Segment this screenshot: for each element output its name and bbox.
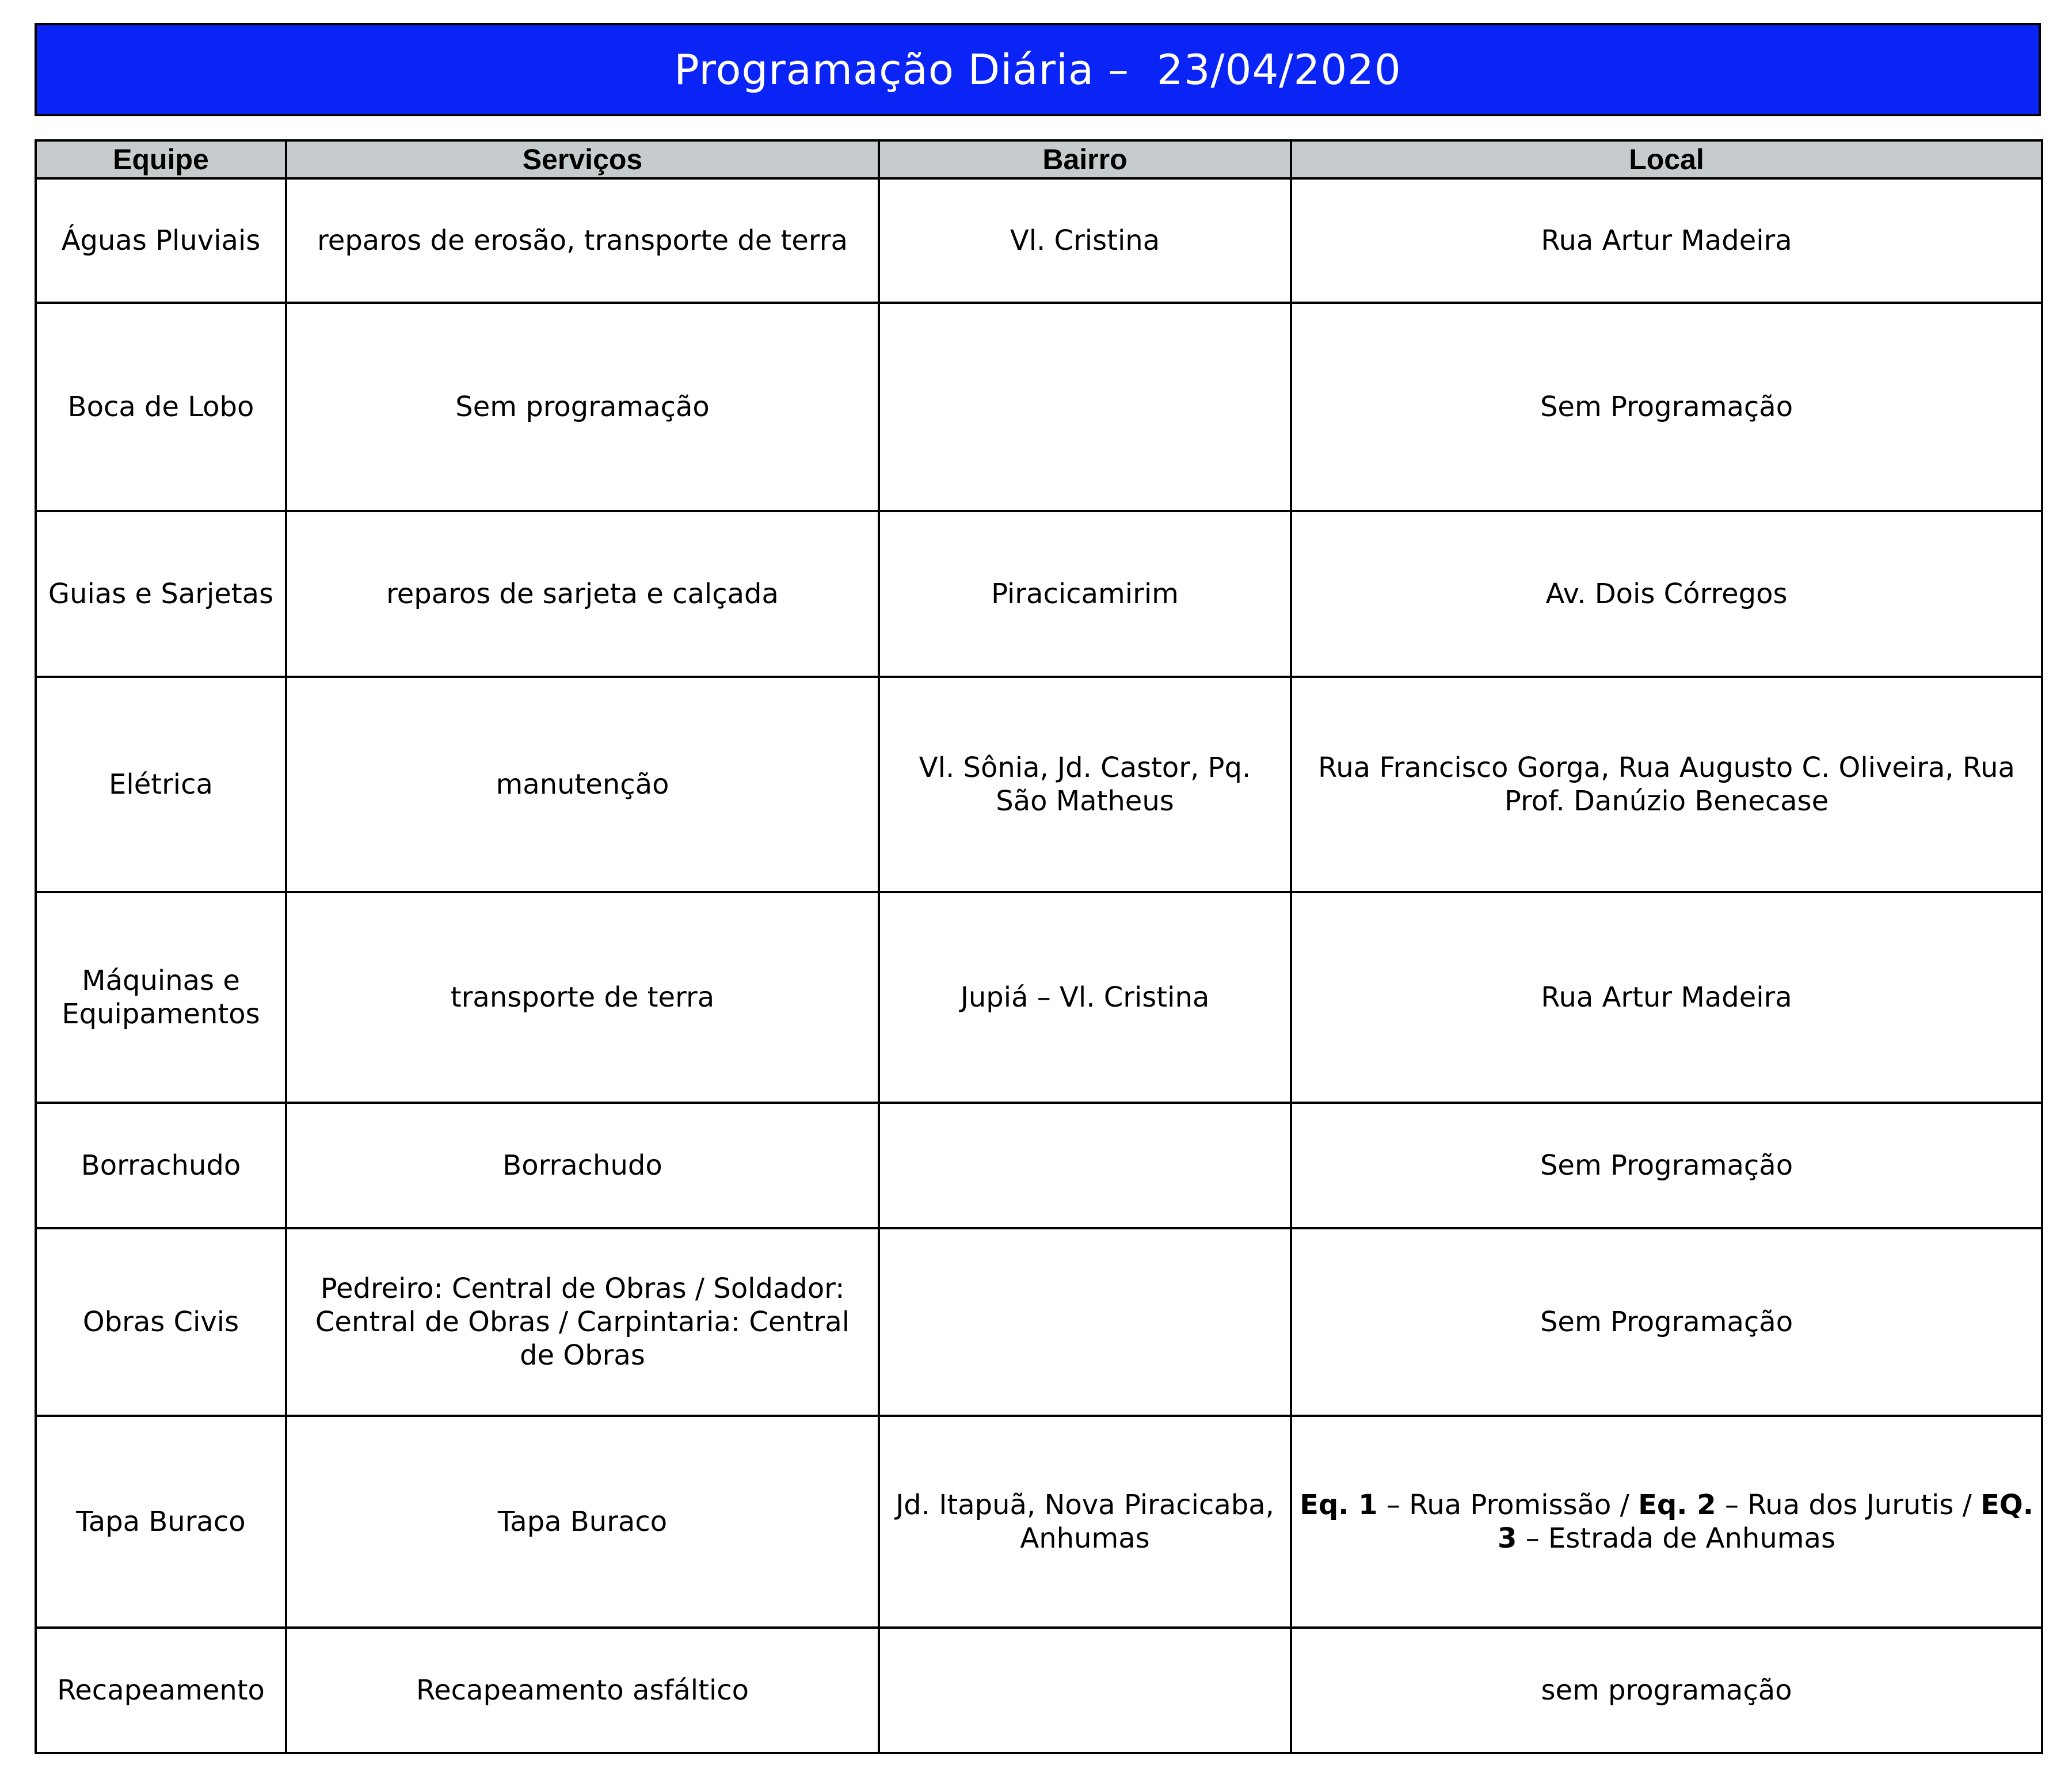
cell-servicos: Recapeamento asfáltico [286,1628,879,1753]
table-row [36,1228,2042,1416]
cell-local: Rua Francisco Gorga, Rua Augusto C. Oliveira, Rua Prof. Danúzio Benecase [1291,677,2042,892]
cell-local: sem programação [1291,1628,2042,1753]
cell-local: Sem Programação [1291,1228,2042,1416]
table-row [36,892,2042,1103]
cell-local: Rua Artur Madeira [1291,178,2042,303]
header-servicos: Serviços [286,140,879,178]
cell-equipe: Guias e Sarjetas [36,511,286,677]
local-eq3-label: EQ. 3 [1498,1489,2033,1555]
local-eq2-label: Eq. 2 [1638,1489,1716,1521]
cell-servicos: manutenção [286,677,879,892]
table-row [36,1416,2042,1628]
cell-bairro: Jd. Itapuã, Nova Piracicaba, Anhumas [879,1416,1291,1628]
table-row [36,303,2042,511]
cell-servicos: Borrachudo [286,1103,879,1228]
local-eq1-text: – Rua Promissão / [1377,1489,1639,1521]
header-equipe: Equipe [36,140,286,178]
cell-bairro [879,303,1291,511]
cell-servicos: reparos de erosão, transporte de terra [286,178,879,303]
cell-equipe: Máquinas e Equipamentos [36,892,286,1103]
cell-servicos: Pedreiro: Central de Obras / Soldador: Central de Obras / Carpintaria: Central de Obras [286,1228,879,1416]
cell-local: Sem Programação [1291,1103,2042,1228]
header-bairro: Bairro [879,140,1291,178]
cell-equipe: Borrachudo [36,1103,286,1228]
table-row [36,677,2042,892]
schedule-table [35,139,2043,1754]
local-eq3-text: – Estrada de Anhumas [1517,1522,1835,1555]
table-row [36,178,2042,303]
page-title: Programação Diária – 23/04/2020 [35,23,2041,116]
cell-equipe: Obras Civis [36,1228,286,1416]
cell-equipe: Tapa Buraco [36,1416,286,1628]
cell-servicos: transporte de terra [286,892,879,1103]
cell-bairro: Vl. Cristina [879,178,1291,303]
table-row [36,511,2042,677]
cell-equipe: Águas Pluviais [36,178,286,303]
cell-servicos: reparos de sarjeta e calçada [286,511,879,677]
cell-equipe: Boca de Lobo [36,303,286,511]
cell-bairro: Jupiá – Vl. Cristina [879,892,1291,1103]
cell-bairro [879,1228,1291,1416]
header-local: Local [1291,140,2042,178]
cell-servicos: Sem programação [286,303,879,511]
cell-local [1291,1416,2042,1628]
cell-local: Rua Artur Madeira [1291,892,2042,1103]
cell-local: Sem Programação [1291,303,2042,511]
header-row [36,140,2042,178]
cell-equipe: Elétrica [36,677,286,892]
cell-equipe: Recapeamento [36,1628,286,1753]
cell-bairro: Piracicamirim [879,511,1291,677]
table-row [36,1103,2042,1228]
local-eq1-label: Eq. 1 [1300,1489,1378,1521]
table-row [36,1628,2042,1753]
cell-servicos: Tapa Buraco [286,1416,879,1628]
cell-local: Av. Dois Córregos [1291,511,2042,677]
cell-bairro: Vl. Sônia, Jd. Castor, Pq. São Matheus [879,677,1291,892]
cell-bairro [879,1103,1291,1228]
local-eq2-text: – Rua dos Jurutis / [1716,1489,1981,1521]
cell-bairro [879,1628,1291,1753]
